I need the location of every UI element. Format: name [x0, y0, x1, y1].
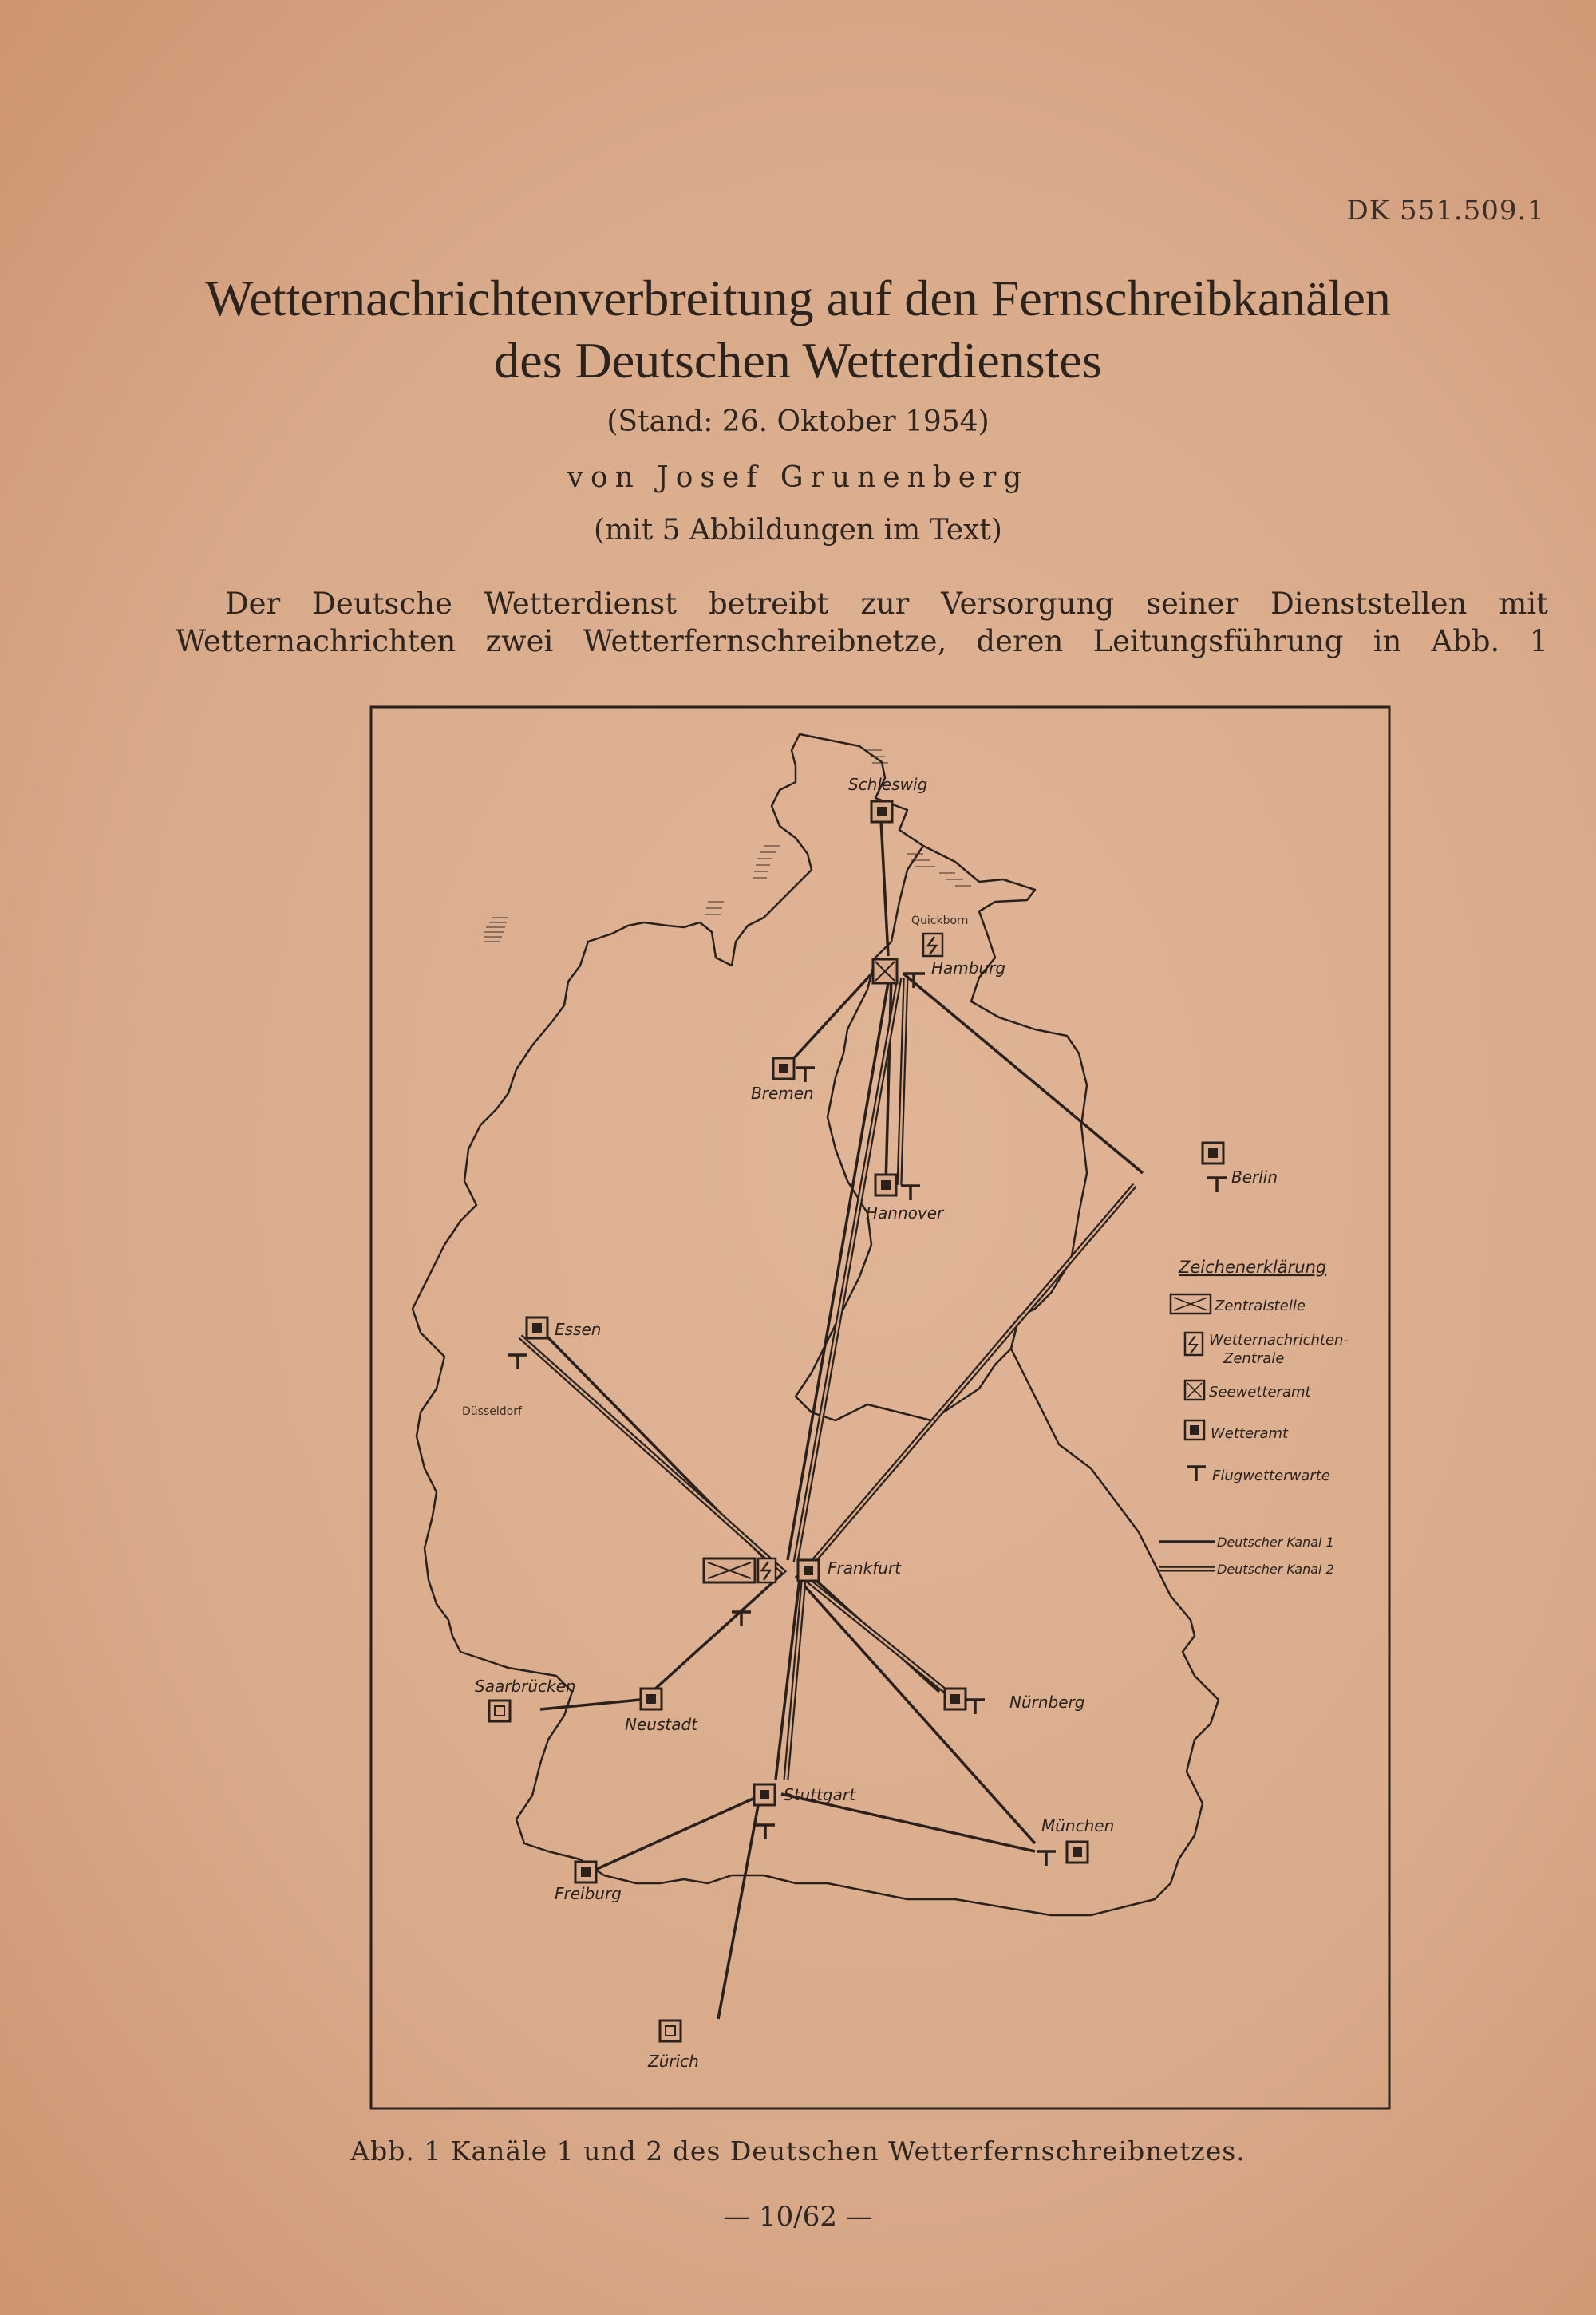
legend-flugwetterwarte: Flugwetterwarte: [1212, 1468, 1330, 1484]
author-line: von Josef Grunenberg: [567, 461, 1029, 494]
legend-wnz-line-1: Wetternachrichten-: [1209, 1332, 1349, 1349]
intro-line-1: Der Deutsche Wetterdienst betreibt zur Versorgung seiner Dienststellen mit: [225, 587, 1548, 621]
label-bremen: Bremen: [751, 1084, 814, 1103]
label-hannover: Hannover: [866, 1203, 944, 1223]
legend-kanal-2: Deutscher Kanal 2: [1217, 1562, 1334, 1577]
legend-zentralstelle: Zentralstelle: [1215, 1298, 1306, 1314]
legend-kanal-1: Deutscher Kanal 1: [1217, 1535, 1334, 1550]
intro-paragraph: [176, 585, 1548, 660]
label-berlin: Berlin: [1231, 1167, 1278, 1187]
network-map: [349, 702, 1394, 2115]
label-hamburg: Hamburg: [931, 958, 1006, 978]
legend-seewetteramt: Seewetteramt: [1209, 1384, 1311, 1400]
dk-classification: DK 551.509.1: [1346, 195, 1545, 227]
label-schleswig: Schleswig: [848, 775, 928, 794]
page-number: — 10/62 —: [723, 2201, 873, 2233]
label-saarbruecken: Saarbrücken: [475, 1677, 576, 1696]
legend-wetteramt: Wetteramt: [1211, 1425, 1289, 1442]
article-title: [0, 267, 1596, 392]
title-line-1: Wetternachrichtenverbreitung auf den Fernschreibkanälen: [205, 270, 1391, 326]
label-neustadt: Neustadt: [625, 1715, 697, 1734]
label-zuerich: Zürich: [648, 2052, 699, 2071]
label-nuernberg: Nürnberg: [1009, 1693, 1085, 1712]
figure-count-note: (mit 5 Abbildungen im Text): [594, 514, 1002, 547]
legend-title: Zeichenerklärung: [1179, 1258, 1327, 1277]
label-stuttgart: Stuttgart: [784, 1785, 855, 1804]
map-legend: [1159, 1258, 1349, 1577]
label-essen: Essen: [555, 1320, 602, 1339]
network-map-figure: [349, 702, 1394, 2115]
label-quickborn: Quickborn: [911, 915, 969, 927]
channel-2-lines: [520, 978, 1135, 1780]
intro-line-2: Wetternachrichten zwei Wetterfernschreibnetze, deren Leitungsführung in Abb. 1: [176, 624, 1548, 658]
label-duesseldorf: Düsseldorf: [462, 1405, 522, 1418]
status-date: (Stand: 26. Oktober 1954): [606, 405, 990, 438]
figure-caption: Abb. 1 Kanäle 1 und 2 des Deutschen Wetterfernschreibnetzes.: [350, 2135, 1246, 2167]
label-muenchen: München: [1041, 1816, 1115, 1835]
legend-wnz-line-2: Zentrale: [1223, 1350, 1285, 1367]
title-line-2: des Deutschen Wetterdienstes: [494, 332, 1102, 389]
label-frankfurt: Frankfurt: [828, 1558, 902, 1578]
label-freiburg: Freiburg: [555, 1884, 622, 1903]
